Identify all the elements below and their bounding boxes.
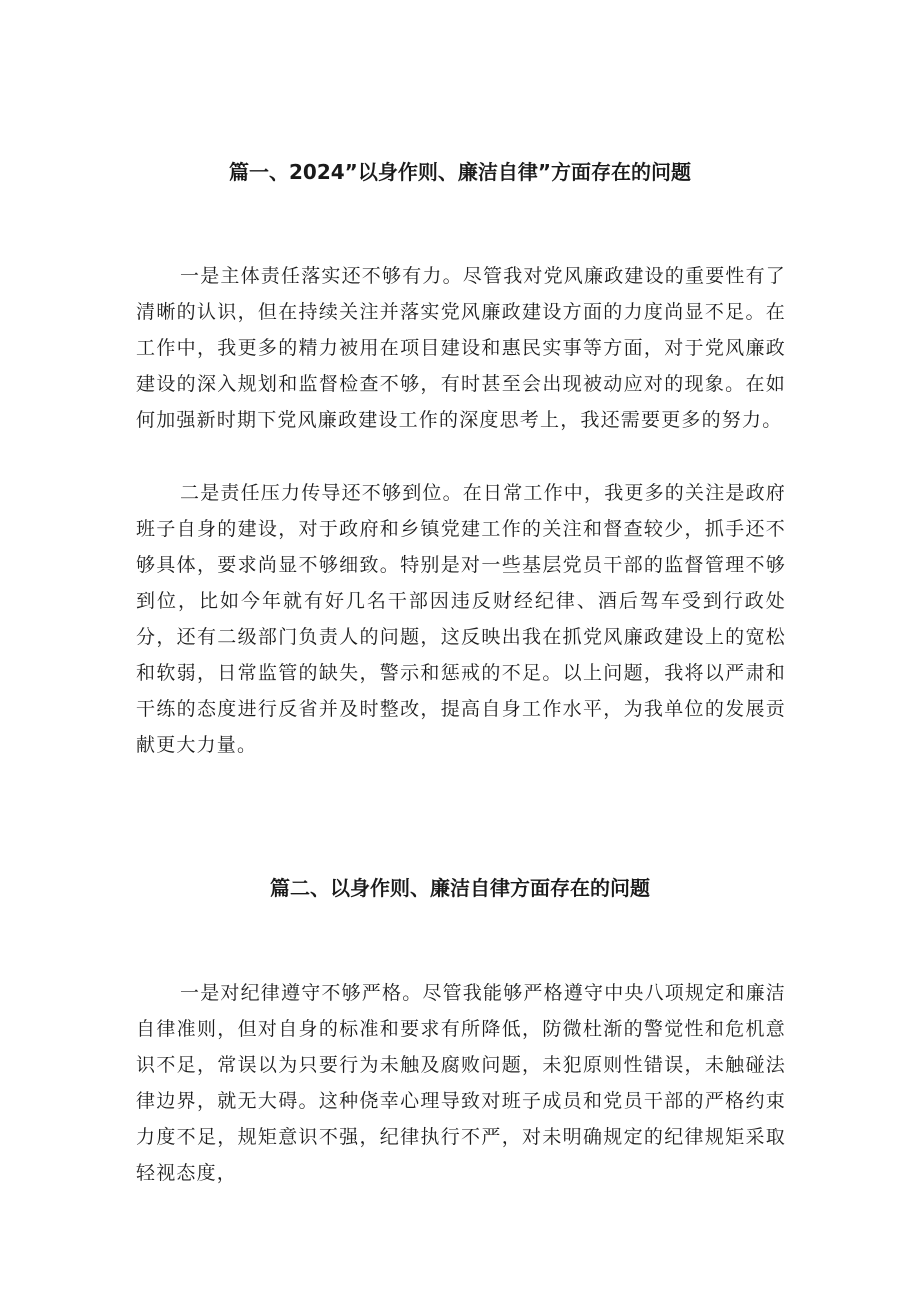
section-1-paragraph-2: 二是责任压力传导还不够到位。在日常工作中，我更多的关注是政府班子自身的建设，对于政府和乡镇党建工作的关注和督查较少，抓手还不够具体，要求尚显不够细致。特别是对一些基层党员干部的监督管理不够到位，比如今年就有好几名干部因违反财经纪律、酒后驾车受到行政处分，还有二级部门负责人的问题，这反映出我在抓党风廉政建设上的宽松和软弱，日常监管的缺失，警示和惩戒的不足。以上问题，我将以严肃和干练的态度进行反省并及时整改，提高自身工作水平，为我单位的发展贡献更大力量。: [136, 482, 787, 756]
section-2-heading: 篇二、以身作则、廉洁自律方面存在的问题: [270, 876, 650, 900]
section-1-heading: 篇一、2024”以身作则、廉洁自律”方面存在的问题: [229, 160, 691, 184]
section-1-paragraph-1: 一是主体责任落实还不够有力。尽管我对党风廉政建设的重要性有了清晰的认识，但在持续关注并落实党风廉政建设方面的力度尚显不足。在工作中，我更多的精力被用在项目建设和惠民实事等方面，对于党风廉政建设的深入规划和监督检查不够，有时甚至会出现被动应对的现象。在如何加强新时期下党风廉政建设工作的深度思考上，我还需要更多的努力。: [136, 265, 787, 431]
section-2-paragraph-1: 一是对纪律遵守不够严格。尽管我能够严格遵守中央八项规定和廉洁自律准则，但对自身的标准和要求有所降低，防微杜渐的警觉性和危机意识不足，常误以为只要行为未触及腐败问题，未犯原则性错误，未触碰法律边界，就无大碍。这种侥幸心理导致对班子成员和党员干部的严格约束力度不足，规矩意识不强，纪律执行不严，对未明确规定的纪律规矩采取轻视态度，: [136, 982, 787, 1184]
